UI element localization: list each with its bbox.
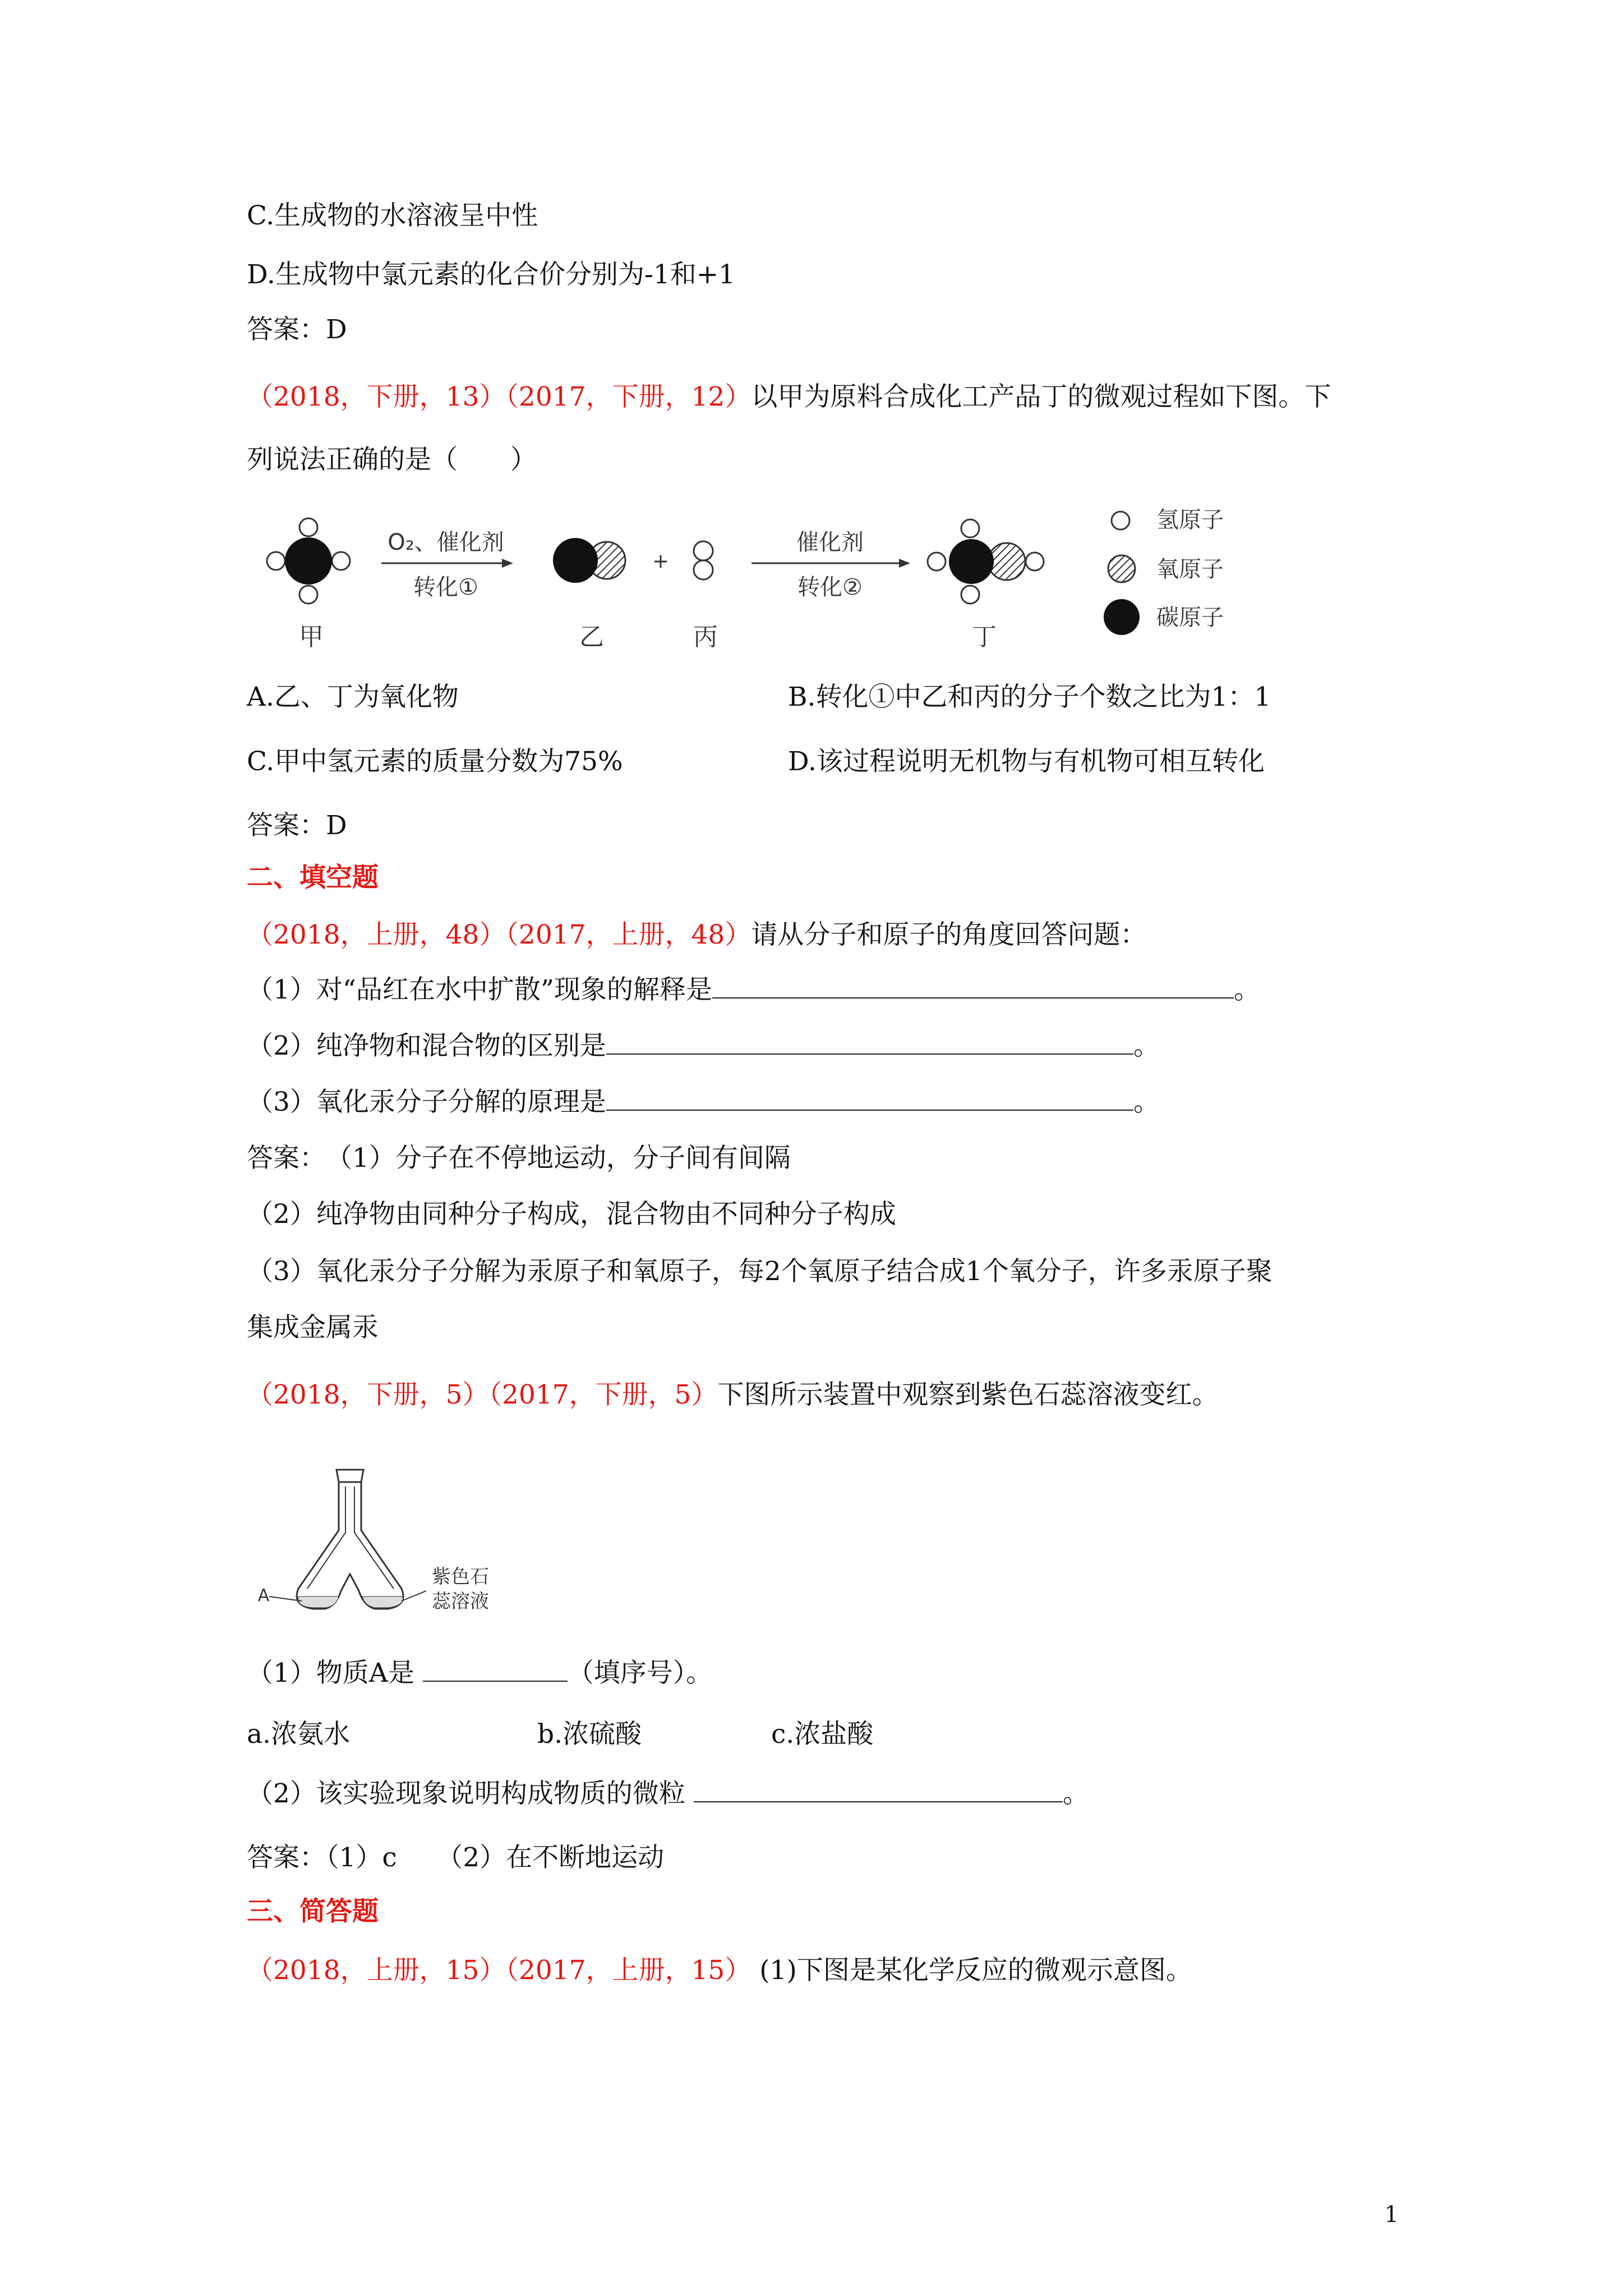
label-bing: 丙: [693, 623, 718, 651]
label-litmus-line1: 紫色石: [432, 1566, 489, 1588]
arrow-conversion-1: [381, 559, 513, 568]
label-litmus-line2: 蕊溶液: [432, 1590, 489, 1613]
options-row-cd: [247, 745, 1265, 779]
option-d: D.该过程说明无机物与有机物可相互转化: [788, 746, 1265, 777]
answer-blank[interactable]: [712, 975, 1234, 999]
question-source: （2018，上册，15）（2017，上册，15）: [247, 1955, 751, 1986]
question-stem: (1)下图是某化学反应的微观示意图。: [759, 1955, 1192, 1986]
answer-blank[interactable]: [606, 1031, 1133, 1055]
answer-blank[interactable]: [423, 1658, 568, 1682]
molecule-jia: [267, 518, 350, 604]
arrow1-label-bottom: 转化①: [413, 574, 478, 600]
answer-fill1-line2: （2）纯净物由同种分子构成，混合物由不同种分子构成: [247, 1199, 896, 1230]
question-source: （2018，上册，48）（2017，上册，48）: [247, 919, 751, 950]
label-jia: 甲: [299, 623, 324, 651]
question-fill1-item3: [247, 1085, 1160, 1119]
legend: [1104, 512, 1140, 635]
synthesis-diagram: [247, 505, 1312, 668]
label-yi: 乙: [579, 623, 604, 651]
question-fill2-stem: [247, 1378, 1219, 1412]
question-synth-stem-line2: 列说法正确的是（ ）: [247, 444, 537, 475]
question-fill2-choices: [247, 1718, 874, 1751]
item-text-post: 。: [1062, 1778, 1089, 1809]
item-text: （2）该实验现象说明构成物质的微粒: [247, 1778, 685, 1809]
section-title-short: 三、简答题: [247, 1896, 379, 1927]
question-short1-stem: [247, 1954, 1192, 1987]
answer-prev: 答案：D: [247, 314, 347, 345]
option-c: C.甲中氢元素的质量分数为75%: [247, 746, 623, 777]
arrow-conversion-2: [751, 559, 910, 568]
period: 。: [1133, 1030, 1160, 1061]
answer-fill1-line3: （3）氧化汞分子分解为汞原子和氧原子，每2个氧原子结合成1个氧分子，许多汞原子聚: [247, 1256, 1272, 1287]
answer-fill1-line4: 集成金属汞: [247, 1312, 379, 1343]
question-fill1-item2: [247, 1029, 1160, 1063]
option-b: B.转化①中乙和丙的分子个数之比为1：1: [788, 682, 1271, 712]
item-text: （3）氧化汞分子分解的原理是: [247, 1087, 606, 1117]
option-d-prev: D.生成物中氯元素的化合价分别为-1和+1: [247, 259, 736, 290]
question-stem: 请从分子和原子的角度回答问题：: [751, 919, 1147, 950]
question-stem: 以甲为原料合成化工产品丁的微观过程如下图。下: [751, 381, 1331, 412]
choice-c: c.浓盐酸: [771, 1719, 874, 1750]
question-source: （2018，下册，5）（2017，下册，5）: [247, 1379, 718, 1410]
option-a: A.乙、丁为氧化物: [247, 682, 459, 712]
legend-oxygen: 氧原子: [1156, 556, 1224, 582]
item-text: （1）对“品红在水中扩散”现象的解释是: [247, 974, 712, 1005]
option-c-prev: C.生成物的水溶液呈中性: [247, 200, 538, 231]
question-fill2-item1: [247, 1657, 712, 1690]
question-synth-stem-line1: [247, 380, 1331, 414]
molecule-bing: [694, 541, 713, 579]
question-fill1-stem: [247, 918, 1146, 952]
options-row-ab: [247, 680, 1271, 714]
answer-synth: 答案：D: [247, 810, 347, 841]
section-title-fill: 二、填空题: [247, 862, 379, 893]
period: 。: [1133, 1087, 1160, 1117]
item-text: （1）物质A是: [247, 1658, 414, 1688]
answer-fill1-line1: 答案： （1）分子在不停地运动，分子间有间隔: [247, 1143, 791, 1174]
y-tube-apparatus: [247, 1458, 538, 1632]
item-text: （2）纯净物和混合物的区别是: [247, 1030, 606, 1061]
answer-blank[interactable]: [694, 1779, 1063, 1802]
arrow1-label-top: O₂、催化剂: [388, 530, 504, 555]
legend-carbon: 碳原子: [1156, 605, 1224, 631]
choice-b: b.浓硫酸: [537, 1719, 642, 1750]
question-source: （2018，下册，13）（2017，下册，12）: [247, 381, 751, 412]
arrow2-label-bottom: 转化②: [797, 574, 863, 600]
question-fill2-item2: [247, 1777, 1089, 1811]
plus-sign: +: [652, 550, 670, 573]
choice-a: a.浓氨水: [247, 1719, 350, 1750]
arrow2-label-top: 催化剂: [796, 530, 864, 555]
legend-hydrogen: 氢原子: [1156, 507, 1224, 533]
question-fill1-item1: [247, 973, 1260, 1007]
period: 。: [1233, 974, 1260, 1005]
page-number: 1: [1384, 2202, 1399, 2228]
item-text-post: （填序号）。: [567, 1658, 713, 1688]
answer-fill2: 答案：（1）c （2）在不断地运动: [247, 1842, 665, 1873]
molecule-yi: [553, 538, 625, 583]
answer-blank[interactable]: [606, 1087, 1133, 1111]
molecule-ding: [928, 519, 1044, 604]
question-stem: 下图所示装置中观察到紫色石蕊溶液变红。: [717, 1379, 1219, 1410]
label-ding: 丁: [972, 623, 997, 651]
label-a: A: [257, 1586, 270, 1605]
